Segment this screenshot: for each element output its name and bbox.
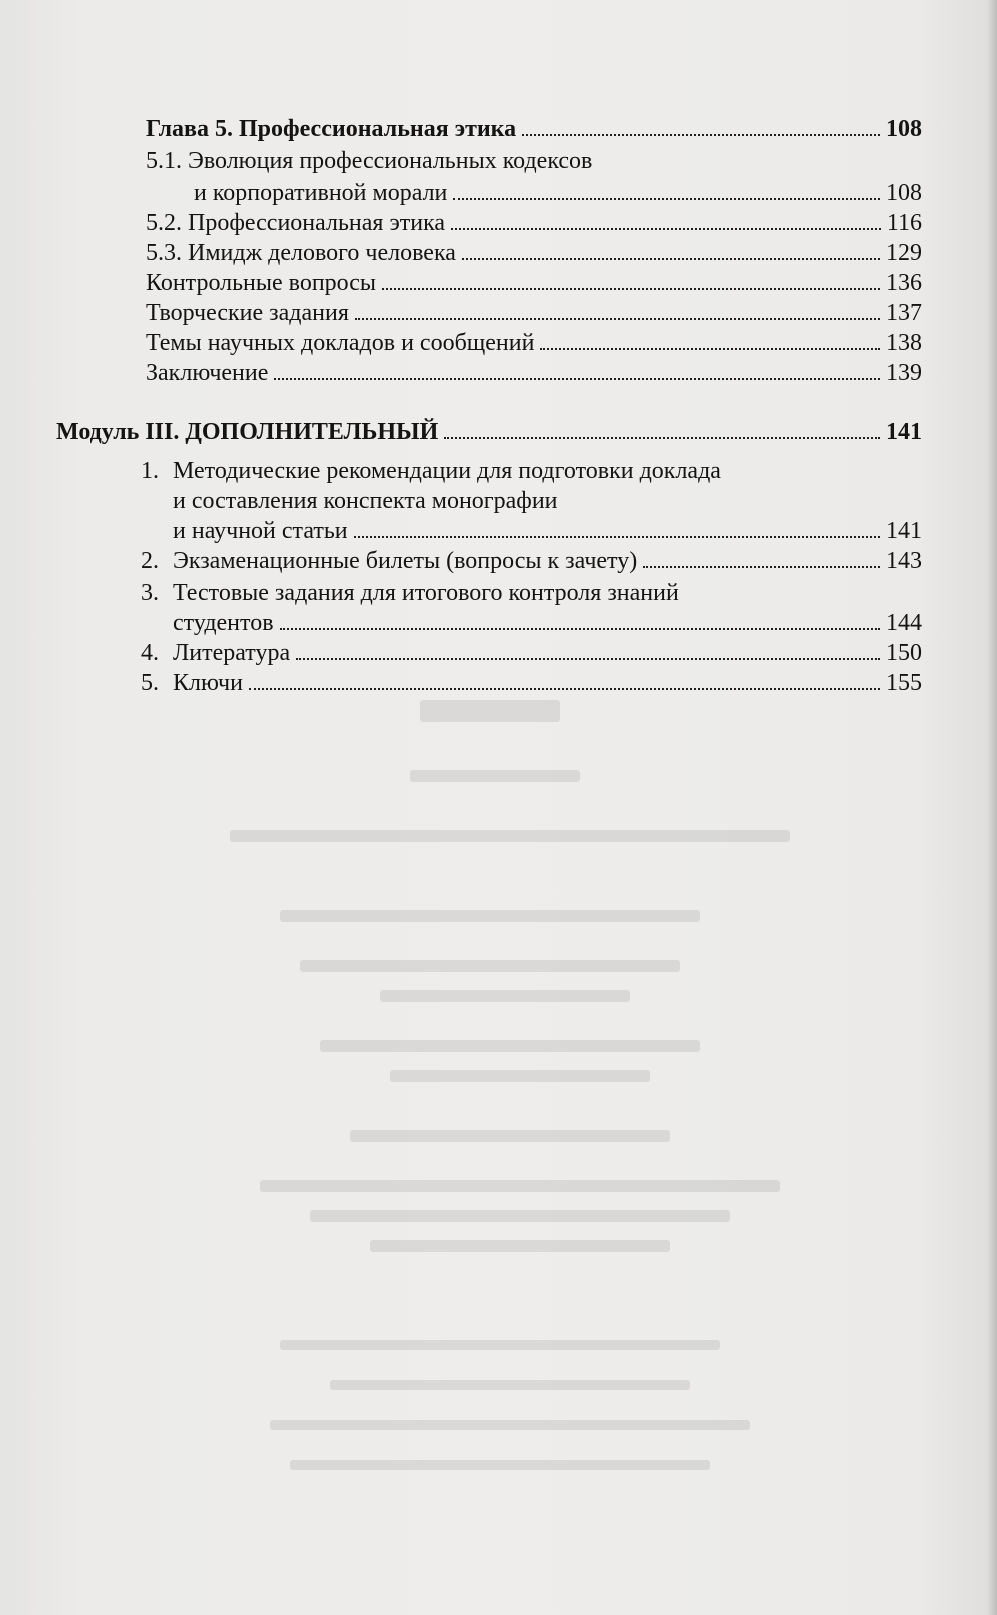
toc-entry-5-3 xyxy=(146,237,922,269)
item-title-line2: и составления конспекта монографии xyxy=(173,488,558,514)
toc-entry-4 xyxy=(141,637,922,669)
toc-entry-conclusion xyxy=(146,357,922,389)
section-page: 129 xyxy=(886,240,922,266)
item-title-line1: Методические рекомендации для подготовки доклада xyxy=(173,458,721,484)
toc-entry-3-line1 xyxy=(141,577,922,609)
item-page: 150 xyxy=(886,640,922,666)
item-page: 143 xyxy=(886,548,922,574)
section-title-line1: Эволюция профессиональных кодексов xyxy=(188,148,593,174)
toc-entry-1-line3 xyxy=(173,515,922,547)
item-page: 141 xyxy=(886,518,922,544)
entry-page: 138 xyxy=(886,330,922,356)
toc-entry-creative-tasks xyxy=(146,297,922,329)
entry-title: Заключение xyxy=(146,360,269,386)
item-title-line1: Тестовые задания для итогового контроля знаний xyxy=(173,580,679,606)
leader-dots xyxy=(540,348,880,350)
leader-dots xyxy=(444,437,880,439)
item-number: 1. xyxy=(141,458,159,484)
toc-entry-1-line1 xyxy=(141,455,922,487)
toc-entry-1-line2 xyxy=(173,485,922,517)
section-number: 5.2. xyxy=(146,210,182,236)
item-number: 4. xyxy=(141,640,159,666)
leader-dots xyxy=(462,258,880,260)
leader-dots xyxy=(354,536,880,538)
toc-entry-report-topics xyxy=(146,327,922,359)
leader-dots xyxy=(296,658,880,660)
leader-dots xyxy=(355,318,880,320)
item-label xyxy=(141,545,643,577)
toc-entry-3-line2 xyxy=(173,607,922,639)
section-title-line2: и корпоративной морали xyxy=(194,180,448,206)
toc-entry-5-2 xyxy=(146,207,922,239)
leader-dots xyxy=(382,288,880,290)
leader-dots xyxy=(280,628,880,630)
leader-dots xyxy=(453,198,880,200)
leader-dots xyxy=(249,688,880,690)
item-number: 3. xyxy=(141,580,159,606)
section-title: Имидж делового человека xyxy=(188,240,456,266)
leader-dots xyxy=(522,134,880,136)
section-number: 5.3. xyxy=(146,240,182,266)
section-number: 5.1. xyxy=(146,148,182,174)
item-title-line2: студентов xyxy=(173,610,274,636)
leader-dots xyxy=(451,228,881,230)
module-3-heading xyxy=(56,416,922,448)
item-number: 5. xyxy=(141,670,159,696)
entry-page: 139 xyxy=(886,360,922,386)
leader-dots xyxy=(643,566,880,568)
leader-dots xyxy=(274,378,880,380)
section-label xyxy=(146,237,462,269)
module-3-title: Модуль III. ДОПОЛНИТЕЛЬНЫЙ xyxy=(56,419,439,445)
entry-title: Творческие задания xyxy=(146,300,349,326)
toc-entry-2 xyxy=(141,545,922,577)
entry-page: 136 xyxy=(886,270,922,296)
item-number: 2. xyxy=(141,548,159,574)
toc-entry-5-1-line1 xyxy=(146,145,922,177)
toc-entry-5-1-line2 xyxy=(194,177,922,209)
section-page: 108 xyxy=(886,180,922,206)
chapter-5-page: 108 xyxy=(886,116,922,142)
entry-title: Темы научных докладов и сообщений xyxy=(146,330,535,356)
item-title: Литература xyxy=(173,640,291,666)
item-page: 144 xyxy=(886,610,922,636)
toc-entry-5 xyxy=(141,667,922,699)
entry-title: Контрольные вопросы xyxy=(146,270,377,296)
entry-page: 137 xyxy=(886,300,922,326)
chapter-5-heading xyxy=(146,113,922,145)
chapter-5-title: Глава 5. Профессиональная этика xyxy=(146,116,517,142)
toc-entry-review-questions xyxy=(146,267,922,299)
module-3-page: 141 xyxy=(886,419,922,445)
item-label xyxy=(141,637,296,669)
section-title: Профессиональная этика xyxy=(188,210,446,236)
item-page: 155 xyxy=(886,670,922,696)
item-title: Ключи xyxy=(173,670,243,696)
item-label xyxy=(141,667,249,699)
section-page: 116 xyxy=(886,210,922,236)
item-title: Экзаменационные билеты (вопросы к зачету) xyxy=(173,548,638,574)
item-title-line3: и научной статьи xyxy=(173,518,348,544)
section-label xyxy=(146,207,451,239)
